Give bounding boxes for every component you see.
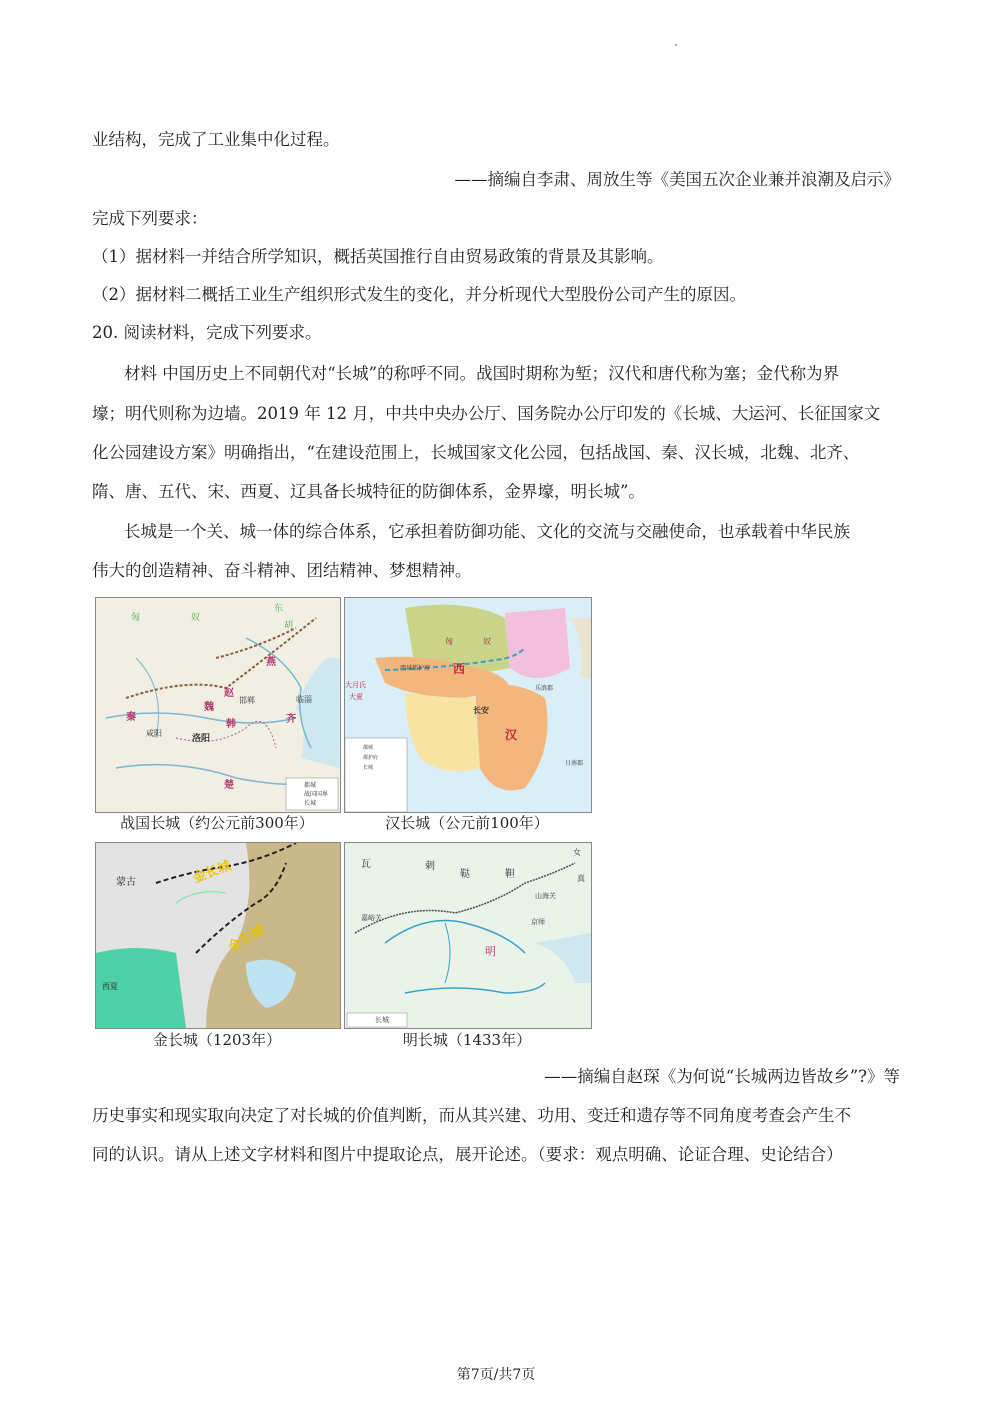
page-mark — [675, 44, 677, 46]
legend-label: 都城 — [304, 782, 317, 789]
map-label: 胡 — [284, 621, 294, 631]
map-label: 齐 — [286, 714, 296, 725]
question-20: 20. 阅读材料，完成下列要求。 — [92, 323, 322, 342]
map-label: 奴 — [483, 637, 491, 646]
map-label: 乐浪郡 — [535, 685, 554, 692]
map-label: 日南郡 — [565, 760, 584, 767]
map-label: 秦 — [126, 712, 136, 723]
material-line: 伟大的创造精神、奋斗精神、团结精神、梦想精神。 — [92, 561, 472, 580]
map-label: 临淄 — [296, 695, 312, 704]
map-label: 匈 — [445, 637, 453, 646]
map-label: 洛阳 — [192, 734, 211, 744]
map-label: 魏 — [204, 702, 214, 713]
legend-label: 长城 — [375, 1016, 389, 1024]
map-label: 汉 — [505, 728, 518, 742]
material-line: 壕；明代则称为边墙。2019 年 12 月，中共中央办公厅、国务院办公厅印发的《长城、大运河、长征国家文 — [92, 404, 881, 423]
map-label: 西夏 — [102, 982, 118, 991]
legend-label: 都护府 — [363, 755, 379, 761]
legend-label: 长城 — [304, 800, 317, 807]
map-label: 韩 — [226, 719, 236, 730]
map-label: 蒙古 — [116, 877, 136, 888]
map-label: 楚 — [224, 780, 234, 791]
map-label: 西 — [453, 662, 466, 676]
map-caption: 战国长城（约公元前300年） — [120, 814, 314, 832]
text-line: 业结构，完成了工业集中化过程。 — [92, 130, 340, 149]
map-caption: 明长城（1433年） — [402, 1031, 532, 1049]
map-label: 山海关 — [535, 892, 556, 900]
material-line: 长城是一个关、城一体的综合体系，它承担着防御功能、文化的交流与交融使命，也承载着中华民族 — [124, 522, 850, 541]
map-label: 邯郸 — [239, 696, 255, 705]
map-label: 赵 — [224, 688, 234, 699]
jin-map — [95, 842, 341, 1029]
map-label: 西域都护府 — [400, 665, 431, 672]
map-label: 明 — [485, 945, 496, 958]
map-label: 女 — [573, 848, 581, 857]
map-label: 瓦 — [361, 859, 371, 870]
map-label: 靼 — [505, 869, 515, 880]
warring-states-map — [95, 597, 341, 813]
material-line: 化公园建设方案》明确指出，“在建设范围上，长城国家文化公园，包括战国、秦、汉长城，北魏、北齐、 — [92, 443, 860, 462]
map-label: 剌 — [425, 861, 435, 872]
map-label: 金长城 — [225, 922, 268, 956]
map-label: 东 — [274, 604, 284, 614]
map-label: 金长城 — [191, 858, 234, 887]
question-2: （2）据材料二概括工业生产组织形式发生的变化，并分析现代大型股份公司产生的原因。 — [92, 285, 746, 304]
han-map — [344, 597, 592, 813]
map-caption: 汉长城（公元前100年） — [385, 814, 549, 832]
map-label: 真 — [577, 874, 585, 883]
legend-label: 都城 — [363, 745, 374, 751]
map-label: 鞑 — [460, 869, 470, 880]
map-label: 京师 — [531, 918, 545, 926]
question-1: （1）据材料一并结合所学知识，概括英国推行自由贸易政策的背景及其影响。 — [92, 247, 664, 266]
map-label: 长安 — [473, 706, 489, 715]
map-label: 咸阳 — [146, 729, 162, 738]
map-label: 奴 — [191, 613, 201, 623]
page-number: 第7页/共7页 — [456, 1367, 536, 1383]
ming-map — [344, 842, 592, 1029]
map-caption: 金长城（1203年） — [152, 1031, 282, 1049]
map-label: 嘉峪关 — [361, 914, 382, 922]
text-line: 完成下列要求： — [92, 209, 208, 228]
question-text: 同的认识。请从上述文字材料和图片中提取论点，展开论述。（要求：观点明确、论证合理、史论结合） — [92, 1145, 843, 1164]
material-line: 隋、唐、五代、宋、西夏、辽具备长城特征的防御体系，金界壕，明长城”。 — [92, 482, 645, 501]
citation: ——摘编自李肃、周放生等《美国五次企业兼并浪潮及启示》 — [454, 170, 900, 189]
legend-label: 战国国界 — [304, 791, 329, 798]
question-text: 历史事实和现实取向决定了对长城的价值判断，而从其兴建、功用、变迁和遗存等不同角度考查会产生不 — [92, 1106, 851, 1125]
map-label: 大夏 — [349, 693, 363, 701]
map-label: 匈 — [131, 613, 141, 623]
material-line: 材料 中国历史上不同朝代对“长城”的称呼不同。战国时期称为堑；汉代和唐代称为塞；金代称为界 — [124, 364, 840, 383]
citation: ——摘编自赵琛《为何说“长城两边皆故乡”?》等 — [544, 1067, 900, 1086]
map-label: 大月氏 — [345, 681, 366, 689]
legend-label: 长城 — [363, 765, 374, 771]
map-label: 燕 — [266, 657, 276, 668]
